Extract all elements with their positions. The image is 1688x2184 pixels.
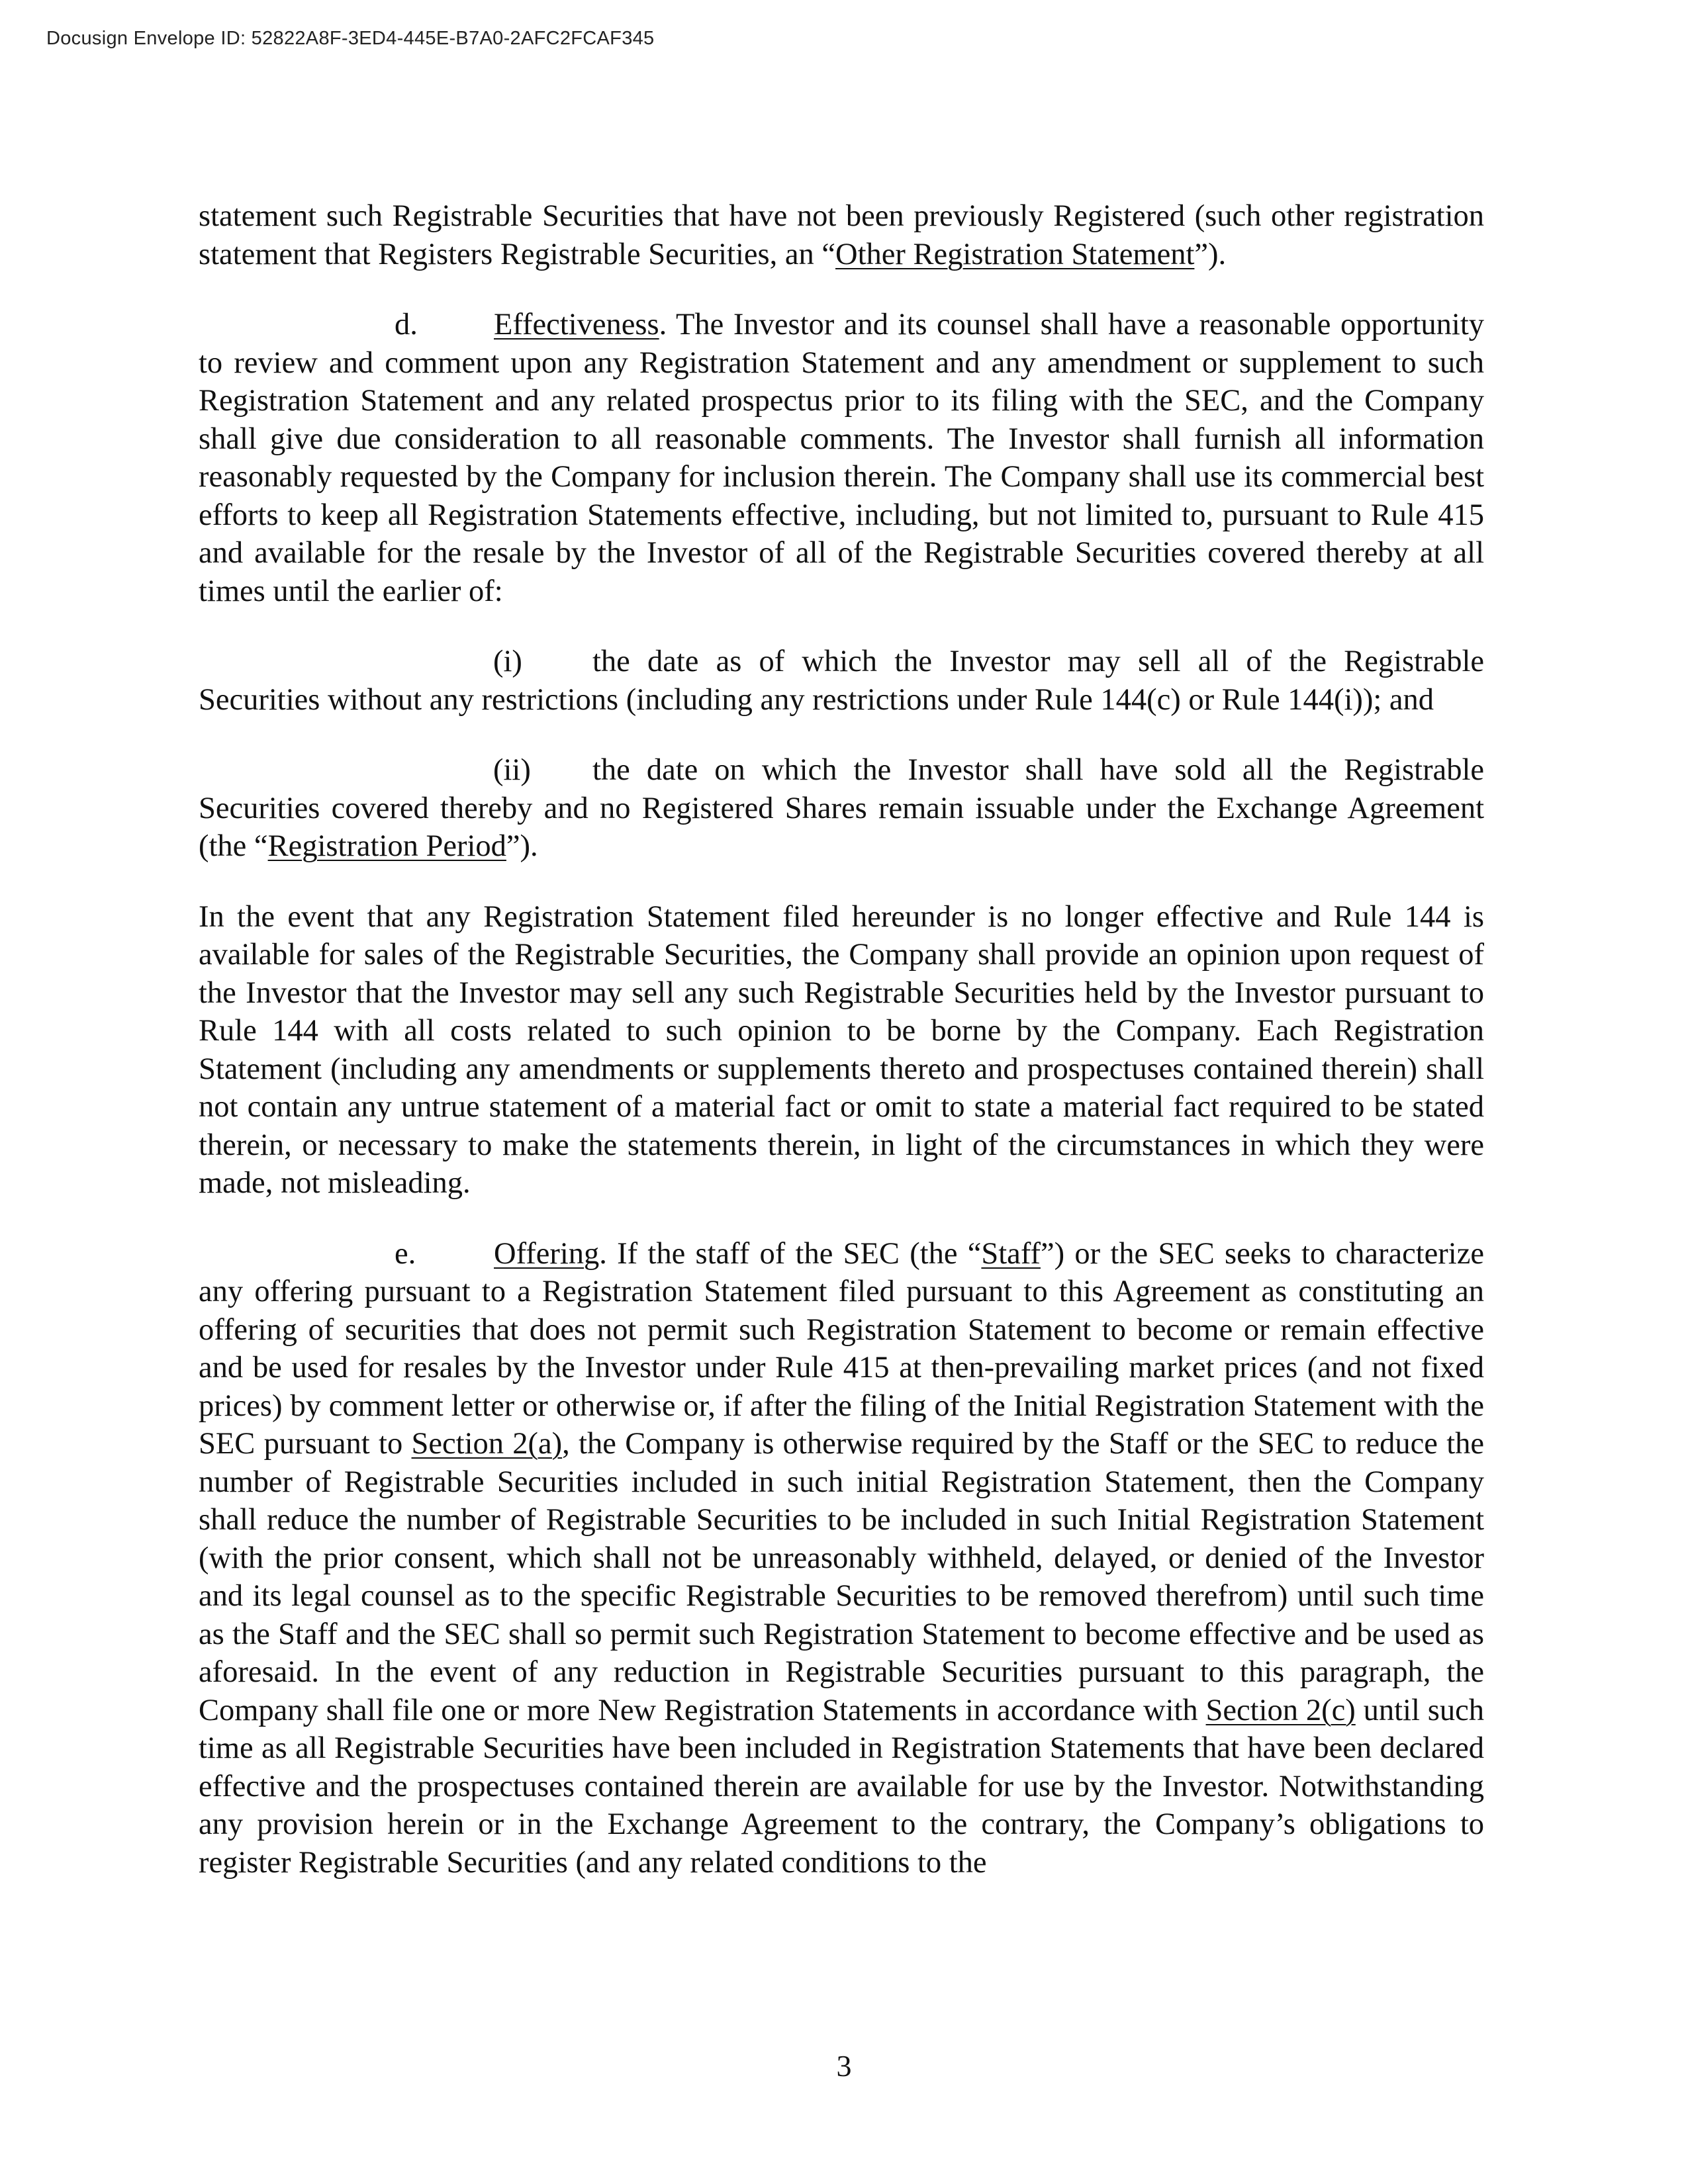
section-d-text: . The Investor and its counsel shall have a reasonable opportunity to review and comment upon any Registration Statement and any amendment or supplement to such Registration Statement and any related prospectus prior to its filing with the SEC, and the Company shall give due consideration to all reasonable comments. The Investor shall furnish all information reasonably requested by the Company for inclusion therein. The Company shall use its commercial best efforts to keep all Registration Statements effective, including, but not limited to, pursuant to Rule 415 and available for the resale by the Investor of all of the Registrable Securities covered thereby at all times until the earlier of: xyxy=(199,308,1484,608)
section-e-text: , the Company is otherwise required by the Staff or the SEC to reduce the number of Registrable Securities included in such initial Registration Statement, then the Company shall reduce the number of Registrable Securities to be included in such Initial Registration Statement (with the prior consent, which shall not be unreasonably withheld, delayed, or denied of the Investor and its legal counsel as to the specific Registrable Securities to be removed therefrom) until such time as the Staff and the SEC shall so permit such Registration Statement to become effective and be used as aforesaid. In the event of any reduction in Registrable Securities pursuant to this paragraph, the Company shall file one or more New Registration Statements in accordance with xyxy=(199,1427,1484,1727)
paragraph-continuation xyxy=(199,197,1484,273)
item-ii-text: the date on which the Investor shall have sold all the Registrable Securities covered thereby and no Registered Shares remain issuable under the Exchange Agreement (the “ xyxy=(199,753,1484,863)
section-marker-d: d. xyxy=(395,308,418,341)
item-marker-ii: (ii) xyxy=(493,753,531,787)
defined-term-staff: Staff xyxy=(981,1236,1041,1271)
section-reference-2c[interactable]: Section 2(c) xyxy=(1205,1693,1356,1727)
item-marker-i: (i) xyxy=(493,645,522,678)
envelope-id-header: Docusign Envelope ID: 52822A8F-3ED4-445E-B7A0-2AFC2FCAF345 xyxy=(46,28,655,49)
section-marker-e: e. xyxy=(395,1236,416,1271)
defined-term-other-registration-statement: Other Registration Statement xyxy=(835,237,1195,271)
paragraph-rule-144: In the event that any Registration Statement filed hereunder is no longer effective and Rule 144 is available for sales of the Registrable Securities, the Company shall provide an opinion upon request of the Investor that the Investor may sell any such Registrable Securities held by the Investor pursuant to Rule 144 with all costs related to such opinion to be borne by the Company. Each Registration Statement (including any amendments or supplements thereto and prospectuses contained therein) shall not contain any untrue statement of a material fact or omit to state a material fact required to be stated therein, or necessary to make the statements therein, in light of the circumstances in which they were made, not misleading. xyxy=(199,899,1484,1200)
document-body xyxy=(199,197,1484,1882)
section-d-effectiveness xyxy=(199,306,1484,610)
section-e-text: until such time as all Registrable Securities have been included in Registration Statements that have been declared effective and the prospectuses contained therein are available for use by the Investor. Notwithstanding any provision herein or in the Exchange Agreement to the contrary, the Company’s obligations to register Registrable Securities (and any related conditions to the xyxy=(199,1693,1484,1880)
item-ii-text-end: ”). xyxy=(506,829,538,863)
paragraph-text: ”). xyxy=(1194,237,1227,271)
section-heading-effectiveness: Effectiveness xyxy=(494,308,659,341)
section-heading-offering: Offering xyxy=(494,1236,600,1271)
section-reference-2a[interactable]: Section 2(a) xyxy=(411,1427,563,1461)
page-number: 3 xyxy=(836,2049,852,2083)
defined-term-registration-period: Registration Period xyxy=(267,829,506,863)
section-e-offering xyxy=(199,1235,1484,1882)
section-e-text: ”) or the SEC seeks to characterize any offering pursuant to a Registration Statement filed pursuant to this Agreement as constituting an offering of securities that does not permit such Registration Statement to become or remain effective and be used for resales by the Investor under Rule 415 at then-prevailing market prices (and not fixed prices) by comment letter or otherwise or, if after the filing of the Initial Registration Statement with the SEC pursuant to xyxy=(199,1236,1484,1461)
item-i xyxy=(199,643,1484,719)
item-i-text: the date as of which the Investor may sell all of the Registrable Securities without any restrictions (including any restrictions under Rule 144(c) or Rule 144(i)); and xyxy=(199,645,1484,717)
paragraph-text: statement such Registrable Securities that have not been previously Registered (such other registration statement that Registers Registrable Securities, an “ xyxy=(199,199,1484,271)
item-ii xyxy=(199,751,1484,866)
section-e-text: . If the staff of the SEC (the “ xyxy=(599,1236,982,1271)
